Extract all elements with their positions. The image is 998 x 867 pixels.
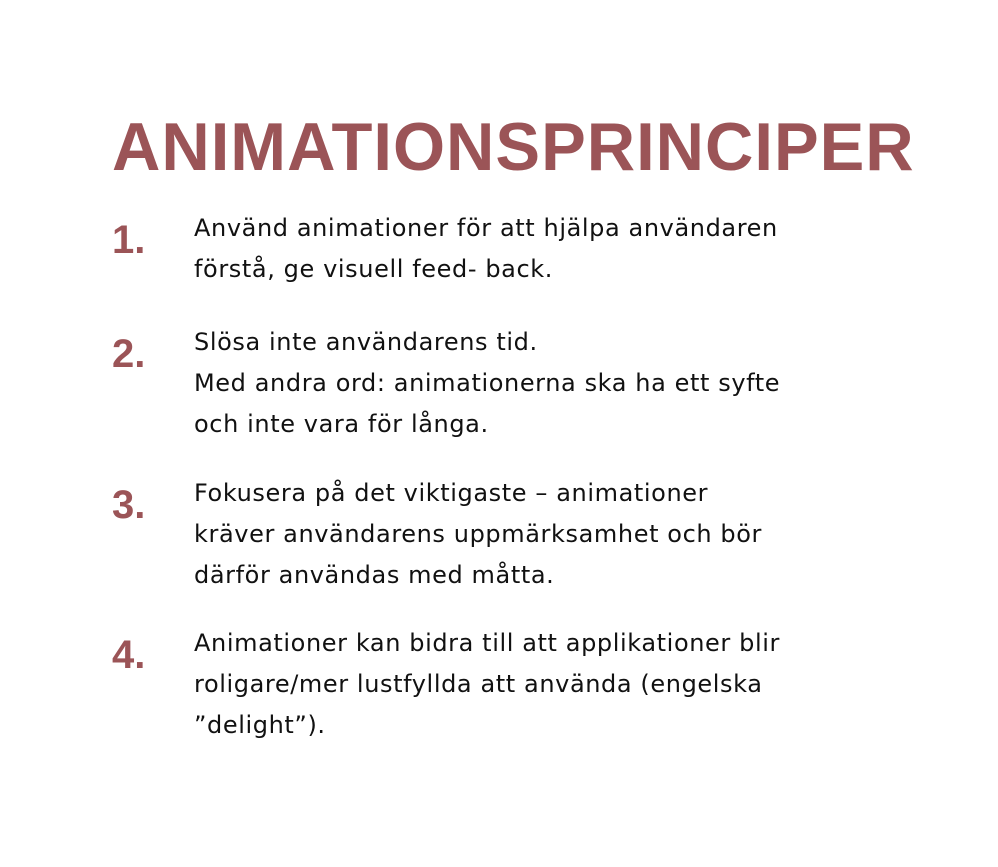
item-number: 2.: [112, 332, 146, 376]
item-number: 1.: [112, 218, 146, 262]
item-text: Animationer kan bidra till att applikationer blir roligare/mer lustfyllda att använda (engelska ”delight”).: [194, 629, 780, 739]
item-text: Använd animationer för att hjälpa användaren förstå, ge visuell feed- back.: [194, 214, 778, 283]
item-text: Fokusera på det viktigaste – animationer kräver användarens uppmärksamhet och bör därför användas med måtta.: [194, 479, 763, 589]
item-text: Slösa inte användarens tid. Med andra ord: animationerna ska ha ett syfte och inte vara för långa.: [194, 328, 781, 438]
item-number: 3.: [112, 483, 146, 527]
item-number: 4.: [112, 633, 146, 677]
page-title: ANIMATIONSPRINCIPER: [112, 109, 915, 185]
